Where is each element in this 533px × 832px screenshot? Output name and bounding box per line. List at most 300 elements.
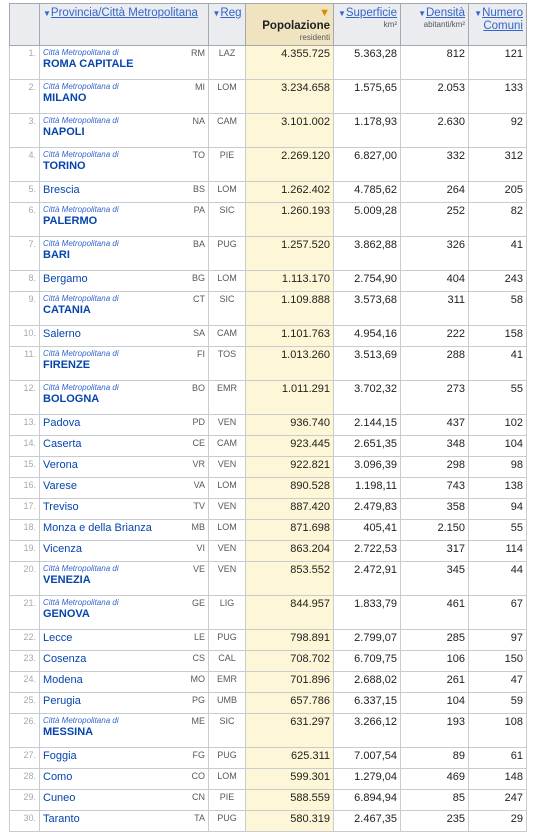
density-cell: 285: [401, 630, 469, 651]
province-cell: [40, 415, 209, 436]
density-cell: 252: [401, 203, 469, 237]
comuni-cell: 98: [469, 457, 527, 478]
density-cell: 326: [401, 237, 469, 271]
table-row: [10, 182, 527, 203]
province-link[interactable]: Cuneo: [43, 792, 76, 804]
area-cell: 6.894,94: [334, 790, 401, 811]
rank-cell: 14.: [10, 436, 40, 457]
comuni-cell: 67: [469, 596, 527, 630]
population-cell: 1.011.291: [246, 381, 334, 415]
region-cell: LOM: [209, 478, 246, 499]
province-code: VI: [196, 543, 205, 553]
comuni-cell: 29: [469, 811, 527, 832]
comuni-cell: 312: [469, 148, 527, 182]
density-cell: 85: [401, 790, 469, 811]
population-cell: 890.528: [246, 478, 334, 499]
province-prefix[interactable]: Città Metropolitana di: [43, 564, 119, 573]
density-cell: 222: [401, 326, 469, 347]
area-cell: 5.009,28: [334, 203, 401, 237]
rank-cell: 22.: [10, 630, 40, 651]
province-cell: [40, 499, 209, 520]
area-cell: 3.513,69: [334, 347, 401, 381]
population-cell: 1.113.170: [246, 271, 334, 292]
table-row: [10, 148, 527, 182]
area-cell: 2.688,02: [334, 672, 401, 693]
table-row: [10, 381, 527, 415]
density-cell: 332: [401, 148, 469, 182]
province-cell: [40, 148, 209, 182]
province-link[interactable]: Varese: [43, 480, 78, 492]
area-cell: 6.827,00: [334, 148, 401, 182]
comuni-cell: 59: [469, 693, 527, 714]
sort-superficie-header[interactable]: ▼Superficie km²: [334, 4, 401, 46]
rank-cell: 11.: [10, 347, 40, 381]
province-prefix[interactable]: Città Metropolitana di: [43, 294, 119, 303]
sort-arrow-icon: ▼: [212, 9, 221, 18]
province-link[interactable]: PALERMO: [43, 215, 98, 227]
province-code: BO: [191, 383, 205, 393]
table-row: [10, 769, 527, 790]
sort-popolazione-header[interactable]: ▼ Popolazione residenti: [246, 4, 334, 46]
region-cell: SIC: [209, 203, 246, 237]
rank-cell: 26.: [10, 714, 40, 748]
province-cell: [40, 769, 209, 790]
area-cell: 4.954,16: [334, 326, 401, 347]
population-cell: 3.101.002: [246, 114, 334, 148]
rank-cell: 8.: [10, 271, 40, 292]
comuni-cell: 150: [469, 651, 527, 672]
province-link[interactable]: BARI: [43, 249, 70, 261]
sort-comuni-header[interactable]: ▼Numero Comuni: [469, 4, 527, 46]
table-row: [10, 651, 527, 672]
density-cell: 311: [401, 292, 469, 326]
sort-reg-header[interactable]: ▼Reg: [209, 4, 246, 46]
region-cell: LOM: [209, 769, 246, 790]
province-cell: [40, 114, 209, 148]
density-cell: 235: [401, 811, 469, 832]
population-cell: 580.319: [246, 811, 334, 832]
province-code: PD: [192, 417, 205, 427]
region-cell: VEN: [209, 457, 246, 478]
province-link[interactable]: Lecce: [43, 632, 73, 644]
sort-arrow-icon: ▼: [337, 9, 346, 18]
province-cell: [40, 520, 209, 541]
province-link[interactable]: VENEZIA: [43, 574, 91, 586]
province-cell: [40, 80, 209, 114]
table-row: [10, 347, 527, 381]
population-cell: 625.311: [246, 748, 334, 769]
population-cell: 923.445: [246, 436, 334, 457]
population-cell: 1.262.402: [246, 182, 334, 203]
region-cell: PUG: [209, 811, 246, 832]
region-cell: PIE: [209, 790, 246, 811]
province-code: BA: [192, 239, 205, 249]
density-cell: 358: [401, 499, 469, 520]
comuni-cell: 94: [469, 499, 527, 520]
density-cell: 264: [401, 182, 469, 203]
province-link[interactable]: ROMA CAPITALE: [43, 58, 134, 70]
rank-cell: 29.: [10, 790, 40, 811]
province-code: VE: [192, 564, 205, 574]
province-cell: [40, 271, 209, 292]
province-table: [9, 3, 527, 832]
population-cell: 3.234.658: [246, 80, 334, 114]
table-row: [10, 790, 527, 811]
comuni-cell: 121: [469, 46, 527, 80]
rank-cell: 13.: [10, 415, 40, 436]
population-cell: 599.301: [246, 769, 334, 790]
province-code: GE: [191, 598, 205, 608]
table-row: [10, 271, 527, 292]
province-prefix[interactable]: Città Metropolitana di: [43, 239, 119, 248]
region-cell: LOM: [209, 182, 246, 203]
table-row: [10, 693, 527, 714]
population-cell: 863.204: [246, 541, 334, 562]
province-code: FG: [192, 750, 205, 760]
density-cell: 812: [401, 46, 469, 80]
population-cell: 1.013.260: [246, 347, 334, 381]
area-cell: 2.144,15: [334, 415, 401, 436]
density-cell: 106: [401, 651, 469, 672]
area-cell: 2.651,35: [334, 436, 401, 457]
density-cell: 273: [401, 381, 469, 415]
province-cell: [40, 182, 209, 203]
density-cell: 437: [401, 415, 469, 436]
population-cell: 1.260.193: [246, 203, 334, 237]
rank-cell: 2.: [10, 80, 40, 114]
comuni-cell: 114: [469, 541, 527, 562]
province-cell: [40, 672, 209, 693]
province-cell: [40, 457, 209, 478]
table-row: [10, 415, 527, 436]
density-cell: 288: [401, 347, 469, 381]
area-cell: 2.472,91: [334, 562, 401, 596]
province-cell: [40, 748, 209, 769]
comuni-cell: 58: [469, 292, 527, 326]
region-cell: PIE: [209, 148, 246, 182]
province-link[interactable]: Monza e della Brianza: [43, 522, 152, 534]
sorted-desc-arrow-icon: ▼: [319, 7, 330, 19]
province-cell: [40, 562, 209, 596]
comuni-cell: 108: [469, 714, 527, 748]
area-cell: 1.279,04: [334, 769, 401, 790]
table-row: [10, 714, 527, 748]
province-prefix[interactable]: Città Metropolitana di: [43, 150, 119, 159]
table-row: [10, 46, 527, 80]
province-cell: [40, 693, 209, 714]
region-cell: PUG: [209, 748, 246, 769]
comuni-cell: 41: [469, 347, 527, 381]
table-row: [10, 436, 527, 457]
province-cell: [40, 630, 209, 651]
density-cell: 461: [401, 596, 469, 630]
density-cell: 104: [401, 693, 469, 714]
region-cell: PUG: [209, 237, 246, 271]
region-cell: CAM: [209, 326, 246, 347]
province-code: VA: [193, 480, 205, 490]
province-link[interactable]: Modena: [43, 674, 83, 686]
comuni-cell: 243: [469, 271, 527, 292]
population-cell: 871.698: [246, 520, 334, 541]
table-row: [10, 520, 527, 541]
province-prefix[interactable]: Città Metropolitana di: [43, 349, 119, 358]
header-rank: [10, 4, 40, 46]
population-cell: 631.297: [246, 714, 334, 748]
region-cell: EMR: [209, 672, 246, 693]
table-row: [10, 499, 527, 520]
province-link[interactable]: Como: [43, 771, 73, 783]
table-row: [10, 748, 527, 769]
density-cell: 2.053: [401, 80, 469, 114]
population-cell: 922.821: [246, 457, 334, 478]
population-cell: 853.552: [246, 562, 334, 596]
region-cell: CAM: [209, 114, 246, 148]
province-prefix[interactable]: Città Metropolitana di: [43, 205, 119, 214]
province-cell: [40, 651, 209, 672]
sort-arrow-icon: ▼: [43, 9, 51, 18]
rank-cell: 28.: [10, 769, 40, 790]
comuni-cell: 44: [469, 562, 527, 596]
province-link[interactable]: Treviso: [43, 501, 79, 513]
density-cell: 2.150: [401, 520, 469, 541]
province-code: PA: [193, 205, 205, 215]
sort-arrow-icon: ▼: [474, 9, 483, 18]
rank-cell: 19.: [10, 541, 40, 562]
region-cell: LOM: [209, 80, 246, 114]
comuni-cell: 158: [469, 326, 527, 347]
table-row: [10, 114, 527, 148]
comuni-cell: 97: [469, 630, 527, 651]
province-link[interactable]: Salerno: [43, 328, 81, 340]
region-cell: SIC: [209, 292, 246, 326]
population-cell: 1.109.888: [246, 292, 334, 326]
province-link[interactable]: Cosenza: [43, 653, 87, 665]
comuni-cell: 41: [469, 237, 527, 271]
province-link[interactable]: Vicenza: [43, 543, 82, 555]
province-cell: [40, 347, 209, 381]
province-cell: [40, 596, 209, 630]
area-cell: 3.096,39: [334, 457, 401, 478]
province-code: NA: [192, 116, 205, 126]
province-prefix[interactable]: Città Metropolitana di: [43, 716, 119, 725]
province-link[interactable]: FIRENZE: [43, 359, 91, 371]
rank-cell: 1.: [10, 46, 40, 80]
rank-cell: 6.: [10, 203, 40, 237]
province-code: CN: [192, 792, 205, 802]
region-cell: LOM: [209, 520, 246, 541]
table-row: [10, 811, 527, 832]
area-cell: 2.479,83: [334, 499, 401, 520]
region-cell: VEN: [209, 499, 246, 520]
region-cell: VEN: [209, 415, 246, 436]
area-cell: 3.862,88: [334, 237, 401, 271]
comuni-cell: 82: [469, 203, 527, 237]
table-row: [10, 457, 527, 478]
comuni-cell: 133: [469, 80, 527, 114]
rank-cell: 17.: [10, 499, 40, 520]
sort-densita-header[interactable]: ▼Densità abitanti/km²: [401, 4, 469, 46]
area-cell: 4.785,62: [334, 182, 401, 203]
rank-cell: 16.: [10, 478, 40, 499]
province-code: CT: [193, 294, 205, 304]
comuni-cell: 148: [469, 769, 527, 790]
rank-cell: 20.: [10, 562, 40, 596]
area-cell: 2.754,90: [334, 271, 401, 292]
population-cell: 588.559: [246, 790, 334, 811]
province-link[interactable]: MILANO: [43, 92, 87, 104]
province-link[interactable]: Foggia: [43, 750, 77, 762]
province-code: CE: [192, 438, 205, 448]
population-cell: 798.891: [246, 630, 334, 651]
rank-cell: 5.: [10, 182, 40, 203]
area-cell: 1.178,93: [334, 114, 401, 148]
province-prefix[interactable]: Città Metropolitana di: [43, 48, 119, 57]
rank-cell: 25.: [10, 693, 40, 714]
table-row: [10, 478, 527, 499]
region-cell: LAZ: [209, 46, 246, 80]
area-cell: 3.266,12: [334, 714, 401, 748]
province-prefix[interactable]: Città Metropolitana di: [43, 383, 119, 392]
table-row: [10, 672, 527, 693]
comuni-cell: 104: [469, 436, 527, 457]
rank-cell: 10.: [10, 326, 40, 347]
province-prefix[interactable]: Città Metropolitana di: [43, 598, 119, 607]
rank-cell: 4.: [10, 148, 40, 182]
area-cell: 3.702,32: [334, 381, 401, 415]
province-code: CO: [191, 771, 205, 781]
region-cell: SIC: [209, 714, 246, 748]
region-cell: VEN: [209, 541, 246, 562]
province-prefix[interactable]: Città Metropolitana di: [43, 116, 119, 125]
rank-cell: 30.: [10, 811, 40, 832]
region-cell: VEN: [209, 562, 246, 596]
province-code: BG: [191, 273, 205, 283]
comuni-cell: 92: [469, 114, 527, 148]
region-cell: UMB: [209, 693, 246, 714]
province-code: TV: [193, 501, 205, 511]
comuni-cell: 55: [469, 520, 527, 541]
population-cell: 4.355.725: [246, 46, 334, 80]
province-link[interactable]: GENOVA: [43, 608, 90, 620]
province-link[interactable]: MESSINA: [43, 726, 94, 738]
area-cell: 5.363,28: [334, 46, 401, 80]
province-cell: [40, 292, 209, 326]
province-link[interactable]: Bergamo: [43, 273, 88, 285]
population-cell: 2.269.120: [246, 148, 334, 182]
province-code: MB: [191, 522, 205, 532]
area-cell: 6.337,15: [334, 693, 401, 714]
rank-cell: 18.: [10, 520, 40, 541]
rank-cell: 15.: [10, 457, 40, 478]
province-cell: [40, 790, 209, 811]
province-cell: [40, 811, 209, 832]
province-link[interactable]: Padova: [43, 417, 81, 429]
density-cell: 348: [401, 436, 469, 457]
comuni-cell: 47: [469, 672, 527, 693]
density-cell: 261: [401, 672, 469, 693]
province-code: PG: [191, 695, 205, 705]
province-code: TO: [192, 150, 205, 160]
province-link[interactable]: Perugia: [43, 695, 81, 707]
province-cell: [40, 541, 209, 562]
density-cell: 404: [401, 271, 469, 292]
population-cell: 657.786: [246, 693, 334, 714]
area-cell: 405,41: [334, 520, 401, 541]
area-cell: 7.007,54: [334, 748, 401, 769]
sort-provincia-header[interactable]: ▼Provincia/Città Metropolitana: [40, 4, 209, 46]
density-cell: 345: [401, 562, 469, 596]
population-cell: 844.957: [246, 596, 334, 630]
province-cell: [40, 436, 209, 457]
region-cell: CAL: [209, 651, 246, 672]
sort-arrow-icon: ▼: [418, 9, 426, 18]
area-cell: 2.799,07: [334, 630, 401, 651]
population-cell: 701.896: [246, 672, 334, 693]
province-link[interactable]: Verona: [43, 459, 78, 471]
density-cell: 317: [401, 541, 469, 562]
rank-cell: 3.: [10, 114, 40, 148]
region-cell: TOS: [209, 347, 246, 381]
area-cell: 3.573,68: [334, 292, 401, 326]
province-cell: [40, 326, 209, 347]
area-cell: 1.575,65: [334, 80, 401, 114]
population-cell: 936.740: [246, 415, 334, 436]
table-row: [10, 596, 527, 630]
province-link[interactable]: NAPOLI: [43, 126, 85, 138]
table-row: [10, 541, 527, 562]
area-cell: 6.709,75: [334, 651, 401, 672]
province-code: ME: [191, 716, 205, 726]
area-cell: 2.467,35: [334, 811, 401, 832]
rank-cell: 21.: [10, 596, 40, 630]
comuni-cell: 55: [469, 381, 527, 415]
province-cell: [40, 714, 209, 748]
table-row: [10, 80, 527, 114]
population-cell: 1.101.763: [246, 326, 334, 347]
province-code: CS: [192, 653, 205, 663]
province-code: VR: [192, 459, 205, 469]
province-cell: [40, 381, 209, 415]
region-cell: LIG: [209, 596, 246, 630]
province-code: MI: [195, 82, 205, 92]
density-cell: 298: [401, 457, 469, 478]
province-link[interactable]: BOLOGNA: [43, 393, 100, 405]
province-link[interactable]: CATANIA: [43, 304, 91, 316]
rank-cell: 9.: [10, 292, 40, 326]
table-row: [10, 292, 527, 326]
province-link[interactable]: Taranto: [43, 813, 80, 825]
province-link[interactable]: Brescia: [43, 184, 80, 196]
region-cell: CAM: [209, 436, 246, 457]
density-cell: 193: [401, 714, 469, 748]
population-cell: 708.702: [246, 651, 334, 672]
region-cell: LOM: [209, 271, 246, 292]
province-prefix[interactable]: Città Metropolitana di: [43, 82, 119, 91]
rank-cell: 24.: [10, 672, 40, 693]
density-cell: 469: [401, 769, 469, 790]
table-body: [10, 46, 527, 832]
province-code: BS: [192, 184, 205, 194]
density-cell: 89: [401, 748, 469, 769]
province-link[interactable]: Caserta: [43, 438, 82, 450]
population-cell: 887.420: [246, 499, 334, 520]
header-row: [10, 4, 527, 46]
province-link[interactable]: TORINO: [43, 160, 86, 172]
region-cell: EMR: [209, 381, 246, 415]
table-row: [10, 237, 527, 271]
rank-cell: 27.: [10, 748, 40, 769]
province-cell: [40, 203, 209, 237]
